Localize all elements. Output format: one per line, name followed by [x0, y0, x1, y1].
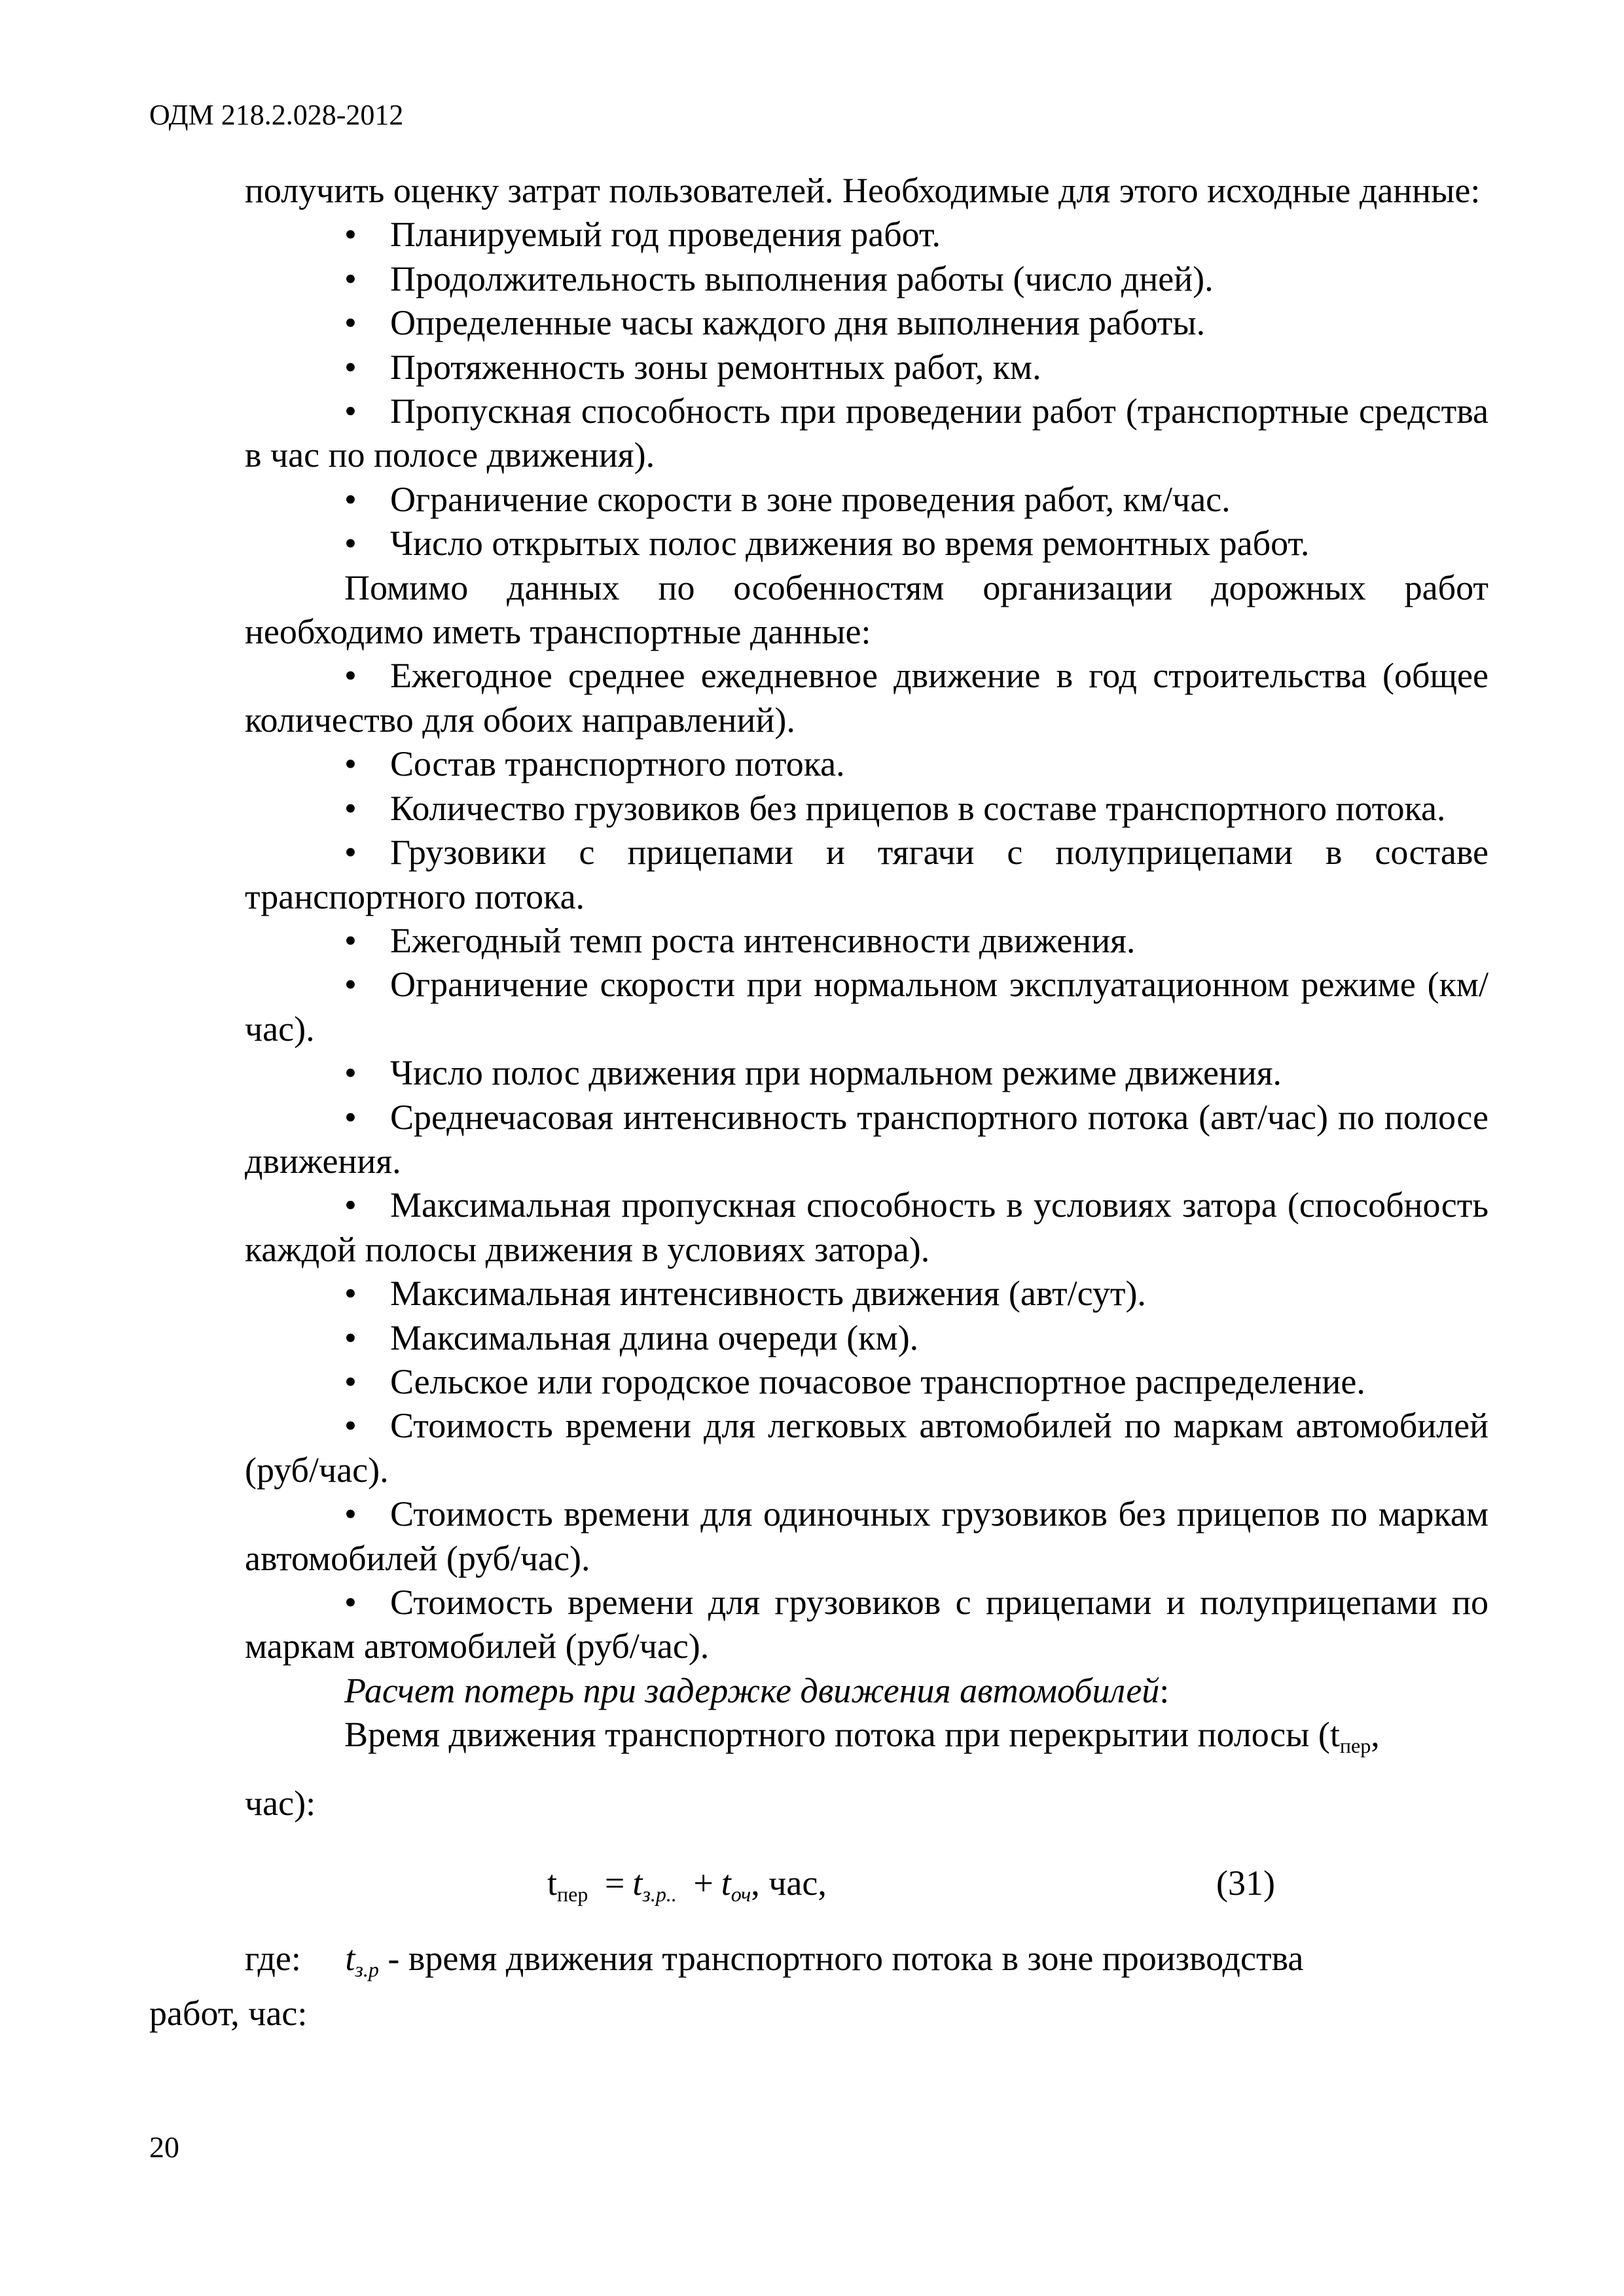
section-heading — [245, 1669, 1489, 1713]
formula-tail: , час, — [751, 1863, 827, 1903]
list-item-text: Ежегодное среднее ежедневное движение в год строительства (общее количество для обоих направлений). — [245, 656, 1489, 740]
list-item — [245, 1404, 1489, 1492]
list-item — [245, 1051, 1489, 1095]
where-continuation: работ, час: — [149, 1994, 308, 2034]
where-text: - время движения транспортного потока в зоне производства — [378, 1939, 1304, 1979]
list-item-text: Сельское или городское почасовое транспортное распределение. — [390, 1361, 1365, 1401]
page-number: 20 — [149, 2130, 179, 2164]
list-item — [245, 1183, 1489, 1272]
bullet-mark: • — [344, 215, 357, 255]
time-variable: t — [1329, 1715, 1340, 1755]
formula-31 — [245, 1825, 1489, 1924]
list-item — [245, 1492, 1489, 1581]
list-item — [245, 213, 1489, 257]
list-item — [245, 831, 1489, 919]
list-item — [245, 389, 1489, 478]
list-item-text: Стоимость времени для грузовиков с прицепами и полуприцепами по маркам автомобилей (руб/час). — [245, 1583, 1489, 1666]
list-item — [245, 963, 1489, 1051]
formula-term1-var: t — [632, 1863, 643, 1903]
section-colon: : — [1159, 1670, 1170, 1710]
bullet-mark: • — [344, 1406, 357, 1446]
list-item — [245, 1316, 1489, 1360]
bullet-mark: • — [344, 259, 357, 298]
bullet-mark: • — [344, 303, 357, 343]
bullet-list-work-params — [245, 213, 1489, 565]
list-item — [245, 257, 1489, 301]
bullet-mark: • — [344, 1274, 357, 1314]
list-item-text: Продолжительность выполнения работы (число дней). — [390, 259, 1214, 298]
formula-term2-var: t — [721, 1863, 731, 1903]
list-item-text: Состав транспортного потока. — [390, 744, 845, 784]
list-item-text: Максимальная пропускная способность в условиях затора (способность каждой полосы движения в условиях затора). — [245, 1185, 1489, 1269]
list-item-text: Протяженность зоны ремонтных работ, км. — [390, 347, 1041, 387]
list-item-text: Определенные часы каждого дня выполнения работы. — [390, 303, 1206, 343]
equation-number: (31) — [1216, 1863, 1275, 1903]
transport-data-paragraph: Помимо данных по особенностям организации дорожных работ необходимо иметь транспортные данные: — [245, 567, 1489, 652]
formula-lhs-var: t — [547, 1863, 558, 1903]
bullet-mark: • — [344, 1318, 357, 1357]
list-item-text: Стоимость времени для легковых автомобилей по маркам автомобилей (руб/час). — [245, 1406, 1489, 1490]
time-paragraph-end: , — [1371, 1715, 1380, 1755]
list-item-text: Максимальная интенсивность движения (авт/сут). — [390, 1274, 1146, 1314]
bullet-mark: • — [344, 1361, 357, 1401]
formula-lhs-sub: пер — [557, 1882, 588, 1907]
spacer — [245, 1768, 1489, 1782]
time-paragraph-start: Время движения транспортного потока при перекрытии полосы ( — [344, 1715, 1330, 1755]
where-clause — [245, 1937, 1489, 1992]
list-item — [245, 1581, 1489, 1669]
list-item — [245, 301, 1489, 345]
where-var-sub: з.р — [355, 1958, 379, 1982]
list-item — [245, 787, 1489, 831]
list-item-text: Пропускная способность при проведении работ (транспортные средства в час по полосе движения). — [245, 391, 1489, 475]
bullet-mark: • — [344, 524, 357, 564]
document-code: ОДМ 218.2.028-2012 — [149, 99, 404, 131]
where-var: t — [345, 1939, 355, 1979]
list-item — [245, 742, 1489, 786]
list-item — [245, 919, 1489, 963]
intro-paragraph: получить оценку затрат пользователей. Необходимые для этого исходные данные: — [245, 171, 1481, 210]
where-lead: где: — [245, 1939, 301, 1979]
bullet-mark: • — [344, 391, 357, 431]
list-item — [245, 478, 1489, 522]
list-item-text: Среднечасовая интенсивность транспортного потока (авт/час) по полосе движения. — [245, 1097, 1489, 1181]
bullet-mark: • — [344, 1097, 357, 1137]
bullet-mark: • — [344, 920, 357, 960]
bullet-mark: • — [344, 833, 357, 872]
bullet-mark: • — [344, 1185, 357, 1225]
list-item-text: Грузовики с прицепами и тягачи с полуприцепами в составе транспортного потока. — [245, 833, 1489, 916]
list-item — [245, 1360, 1489, 1404]
list-item-text: Число полос движения при нормальном режиме движения. — [390, 1053, 1282, 1093]
section-title: Расчет потерь при задержке движения автомобилей — [344, 1670, 1160, 1710]
list-item — [245, 1096, 1489, 1184]
formula-equals: = — [604, 1863, 625, 1903]
bullet-mark: • — [344, 1053, 357, 1093]
list-item-text: Планируемый год проведения работ. — [390, 215, 941, 255]
time-variable-subscript: пер — [1339, 1734, 1371, 1758]
time-paragraph — [245, 1713, 1489, 1768]
list-item-text: Стоимость времени для одиночных грузовиков без прицепов по маркам автомобилей (руб/час). — [245, 1494, 1489, 1578]
list-item-text: Число открытых полос движения во время ремонтных работ. — [390, 524, 1310, 564]
bullet-mark: • — [344, 788, 357, 828]
list-item — [245, 346, 1489, 389]
formula-plus: + — [693, 1863, 713, 1903]
list-item — [245, 1272, 1489, 1316]
formula-term1-sub: з.р.. — [642, 1882, 677, 1907]
bullet-mark: • — [344, 965, 357, 1005]
list-item — [245, 654, 1489, 742]
list-item — [245, 522, 1489, 565]
list-item-text: Ежегодный темп роста интенсивности движения. — [390, 920, 1136, 960]
bullet-list-transport-data — [245, 654, 1489, 1668]
list-item-text: Максимальная длина очереди (км). — [390, 1318, 919, 1357]
list-item-text: Ограничение скорости при нормальном эксплуатационном режиме (км/час). — [245, 965, 1489, 1049]
formula-term2-sub: оч — [731, 1882, 751, 1907]
page-body — [149, 169, 1489, 2036]
time-paragraph-line2: час): — [245, 1783, 316, 1823]
bullet-mark: • — [344, 744, 357, 784]
list-item-text: Количество грузовиков без прицепов в составе транспортного потока. — [390, 788, 1446, 828]
formula-expression — [547, 1861, 827, 1916]
bullet-mark: • — [344, 347, 357, 387]
bullet-mark: • — [344, 1494, 357, 1534]
bullet-mark: • — [344, 656, 357, 696]
bullet-mark: • — [344, 479, 357, 519]
bullet-mark: • — [344, 1583, 357, 1622]
list-item-text: Ограничение скорости в зоне проведения работ, км/час. — [390, 479, 1231, 519]
